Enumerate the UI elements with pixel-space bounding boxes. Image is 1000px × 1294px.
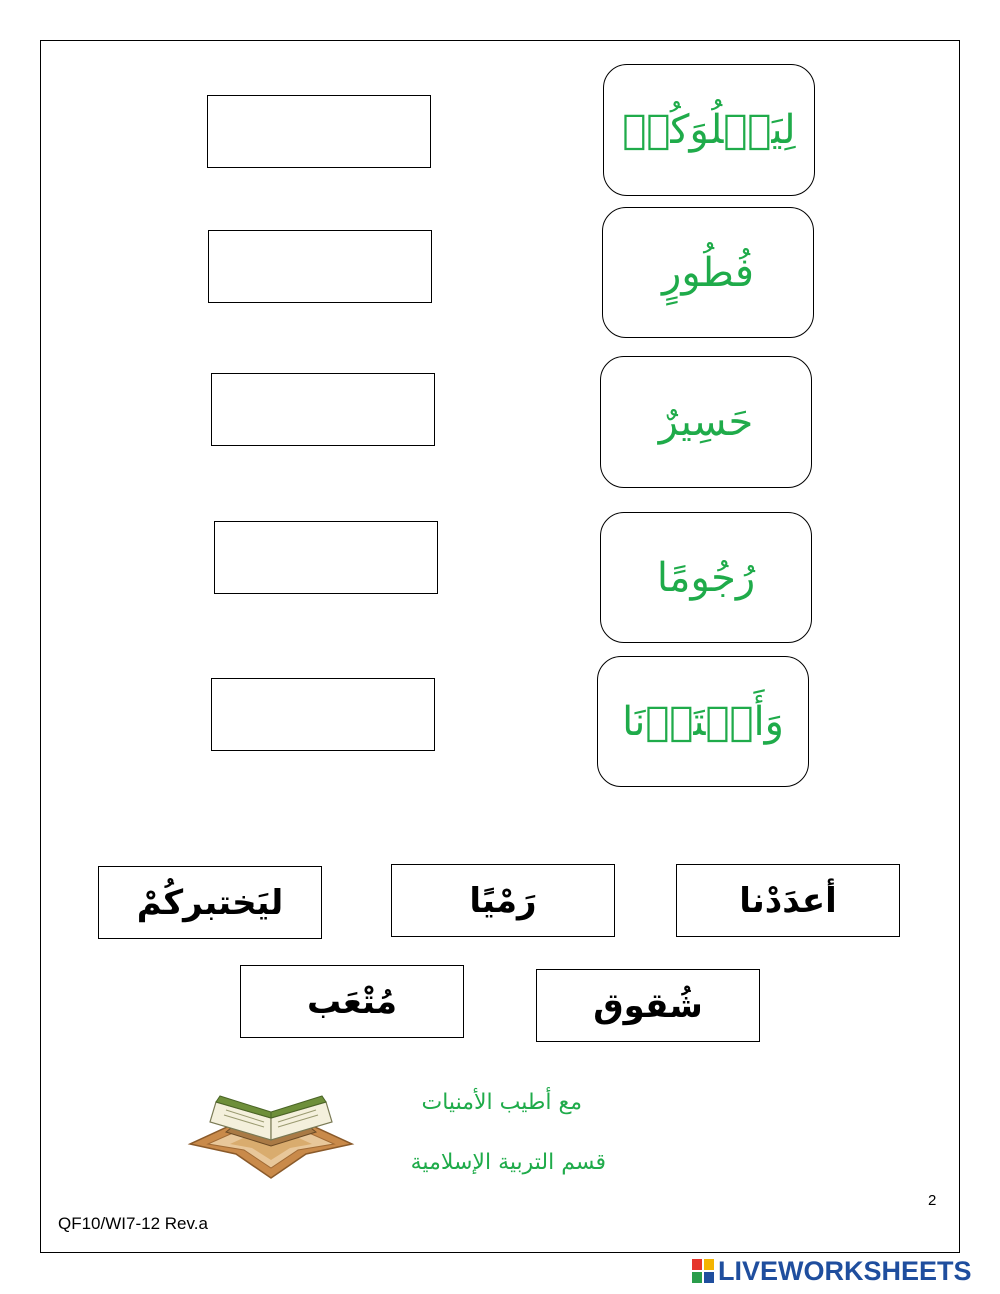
choice-text: أعدَدْنا: [739, 880, 837, 921]
answer-box-5[interactable]: [211, 678, 435, 751]
word-card-2: [602, 207, 814, 338]
page-frame: [40, 40, 960, 1253]
answer-box-2[interactable]: [208, 230, 432, 303]
greeting-line: مع أطيب الأمنيات: [421, 1090, 582, 1115]
liveworksheets-brand[interactable]: [692, 1254, 972, 1288]
word-card-text: رُجُومًا: [656, 554, 756, 601]
answer-box-1[interactable]: [207, 95, 431, 168]
choice-box-4[interactable]: [536, 969, 760, 1042]
word-card-text: فُطُورٍ: [662, 249, 754, 296]
choice-box-5[interactable]: [240, 965, 464, 1038]
word-card-4: [600, 512, 812, 643]
choice-text: مُتْعَب: [306, 981, 398, 1022]
department-line: قسم التربية الإسلامية: [410, 1150, 606, 1175]
answer-box-3[interactable]: [211, 373, 435, 446]
document-code: QF10/WI7-12 Rev.a: [58, 1214, 208, 1233]
choice-text: رَمْيًا: [469, 880, 537, 921]
word-card-text: وَأَعۡتَدۡنَا: [622, 698, 784, 745]
word-card-text: لِيَبۡلُوَكُمۡ: [622, 107, 796, 153]
choice-text: شُقوق: [593, 985, 703, 1026]
choice-box-3[interactable]: [98, 866, 322, 939]
brand-name: LIVEWORKSHEETS: [718, 1255, 972, 1286]
word-card-1: [603, 64, 815, 196]
quran-stand-icon: [186, 1084, 356, 1180]
answer-box-4[interactable]: [214, 521, 438, 594]
word-card-5: [597, 656, 809, 787]
choice-box-2[interactable]: [391, 864, 615, 937]
page-number: 2: [928, 1192, 937, 1209]
word-card-text: حَسِيرٌ: [658, 399, 754, 445]
word-card-3: [600, 356, 812, 488]
choice-box-1[interactable]: [676, 864, 900, 937]
liveworksheets-logo-icon: [692, 1259, 714, 1283]
choice-text: ليَختبركُمْ: [136, 882, 284, 923]
